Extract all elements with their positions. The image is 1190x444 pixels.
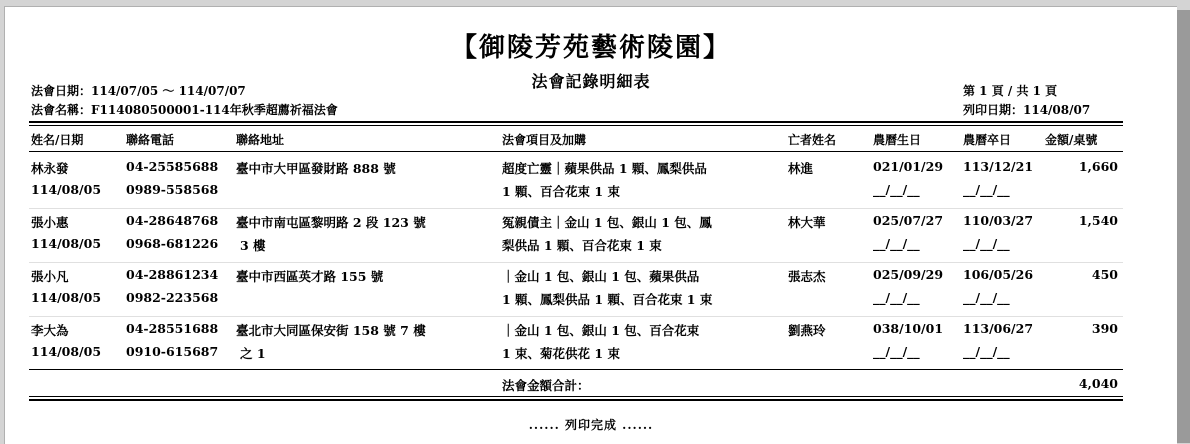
cell-blank: __/__/__ [963, 182, 1010, 197]
total-bottom-rule-2 [29, 399, 1123, 401]
cell-blank: __/__/__ [873, 344, 920, 359]
col-deceased: 亡者姓名 [788, 133, 837, 147]
total-label: 法會金額合計： [502, 378, 590, 393]
cell-birth: 025/09/29 [873, 267, 944, 282]
report-page [4, 6, 1177, 444]
cell-item1: 冤親債主｜金山 1 包、銀山 1 包、鳳 [502, 215, 712, 230]
report-subtitle: 法會記錄明細表 [531, 72, 651, 91]
row-separator [29, 262, 1123, 263]
cell-blank: __/__/__ [873, 236, 920, 251]
ceremony-name: 法會名稱：F114080500001-114年秋季超薦祈福法會 [31, 103, 338, 117]
row-separator [29, 208, 1123, 209]
col-birth: 農曆生日 [873, 133, 922, 147]
cell-name: 李大為 [31, 323, 69, 338]
cell-amount: 450 [1091, 267, 1118, 282]
cell-amount: 390 [1091, 321, 1118, 336]
cell-date: 114/08/05 [31, 236, 102, 251]
cell-name: 張小凡 [31, 269, 69, 284]
cell-blank: __/__/__ [963, 236, 1010, 251]
cell-item2: 1 束、菊花供花 1 束 [502, 346, 620, 361]
cell-deceased: 劉燕玲 [788, 323, 826, 338]
cell-blank: __/__/__ [963, 290, 1010, 305]
cell-name: 張小惠 [31, 215, 69, 230]
cell-date: 114/08/05 [31, 290, 102, 305]
cell-birth: 021/01/29 [873, 159, 944, 174]
cell-addr1: 臺中市大甲區發財路 888 號 [236, 161, 396, 176]
print-date: 列印日期：114/08/07 [963, 103, 1091, 117]
cell-death: 113/06/27 [963, 321, 1034, 336]
cell-item1: 超度亡靈｜蘋果供品 1 顆、鳳梨供品 [502, 161, 707, 176]
ceremony-date-range: 法會日期：114/07/05 ～ 114/07/07 [31, 84, 246, 98]
cell-item2: 1 顆、鳳梨供品 1 顆、百合花束 1 束 [502, 292, 713, 307]
cell-addr1: 臺北市大同區保安街 158 號 7 樓 [236, 323, 426, 338]
header-top-rule [29, 121, 1123, 123]
cell-blank: __/__/__ [873, 182, 920, 197]
col-phone: 聯絡電話 [126, 133, 175, 147]
header-top-rule-2 [29, 125, 1123, 126]
cell-item2: 1 顆、百合花束 1 束 [502, 184, 620, 199]
cell-deceased: 林大華 [788, 215, 826, 230]
cell-addr1: 臺中市西區英才路 155 號 [236, 269, 384, 284]
cell-death: 113/12/21 [963, 159, 1034, 174]
col-address: 聯絡地址 [236, 133, 285, 147]
cell-item2: 梨供品 1 顆、百合花束 1 束 [502, 238, 662, 253]
cell-date: 114/08/05 [31, 182, 102, 197]
col-items: 法會項目及加購 [502, 133, 587, 147]
print-complete-footer: ...... 列印完成 ...... [528, 418, 654, 432]
total-bottom-rule [29, 396, 1123, 397]
cell-addr2: 3 樓 [240, 238, 266, 253]
cell-phone2: 0968-681226 [126, 236, 219, 251]
cell-item1: ｜金山 1 包、銀山 1 包、百合花束 [502, 323, 700, 338]
cell-death: 106/05/26 [963, 267, 1034, 282]
cell-phone2: 0982-223568 [126, 290, 219, 305]
cell-phone1: 04-28551688 [126, 321, 219, 336]
cell-phone1: 04-28648768 [126, 213, 219, 228]
cell-phone2: 0910-615687 [126, 344, 219, 359]
cell-amount: 1,660 [1078, 159, 1118, 174]
cell-blank: __/__/__ [873, 290, 920, 305]
cell-name: 林永發 [31, 161, 69, 176]
cell-phone1: 04-25585688 [126, 159, 219, 174]
total-top-rule [29, 369, 1123, 370]
cell-addr2: 之 1 [240, 346, 266, 361]
total-amount: 4,040 [1078, 376, 1118, 391]
cell-phone2: 0989-558568 [126, 182, 219, 197]
cell-deceased: 林進 [788, 161, 814, 176]
cell-phone1: 04-28861234 [126, 267, 219, 282]
cell-birth: 038/10/01 [873, 321, 944, 336]
header-bottom-rule [29, 151, 1123, 152]
page-info: 第 1 頁 / 共 1 頁 [963, 84, 1058, 98]
window-shadow [1176, 10, 1190, 443]
col-name-date: 姓名/日期 [31, 133, 84, 147]
cell-item1: ｜金山 1 包、銀山 1 包、蘋果供品 [502, 269, 700, 284]
cell-blank: __/__/__ [963, 344, 1010, 359]
cell-amount: 1,540 [1078, 213, 1118, 228]
cell-addr1: 臺中市南屯區黎明路 2 段 123 號 [236, 215, 426, 230]
cell-deceased: 張志杰 [788, 269, 826, 284]
col-amount: 金額/桌號 [1045, 133, 1098, 147]
cell-date: 114/08/05 [31, 344, 102, 359]
cell-death: 110/03/27 [963, 213, 1034, 228]
cell-birth: 025/07/27 [873, 213, 944, 228]
col-death: 農曆卒日 [963, 133, 1012, 147]
row-separator [29, 316, 1123, 317]
report-title: 【御陵芳苑藝術陵園】 [450, 33, 731, 63]
